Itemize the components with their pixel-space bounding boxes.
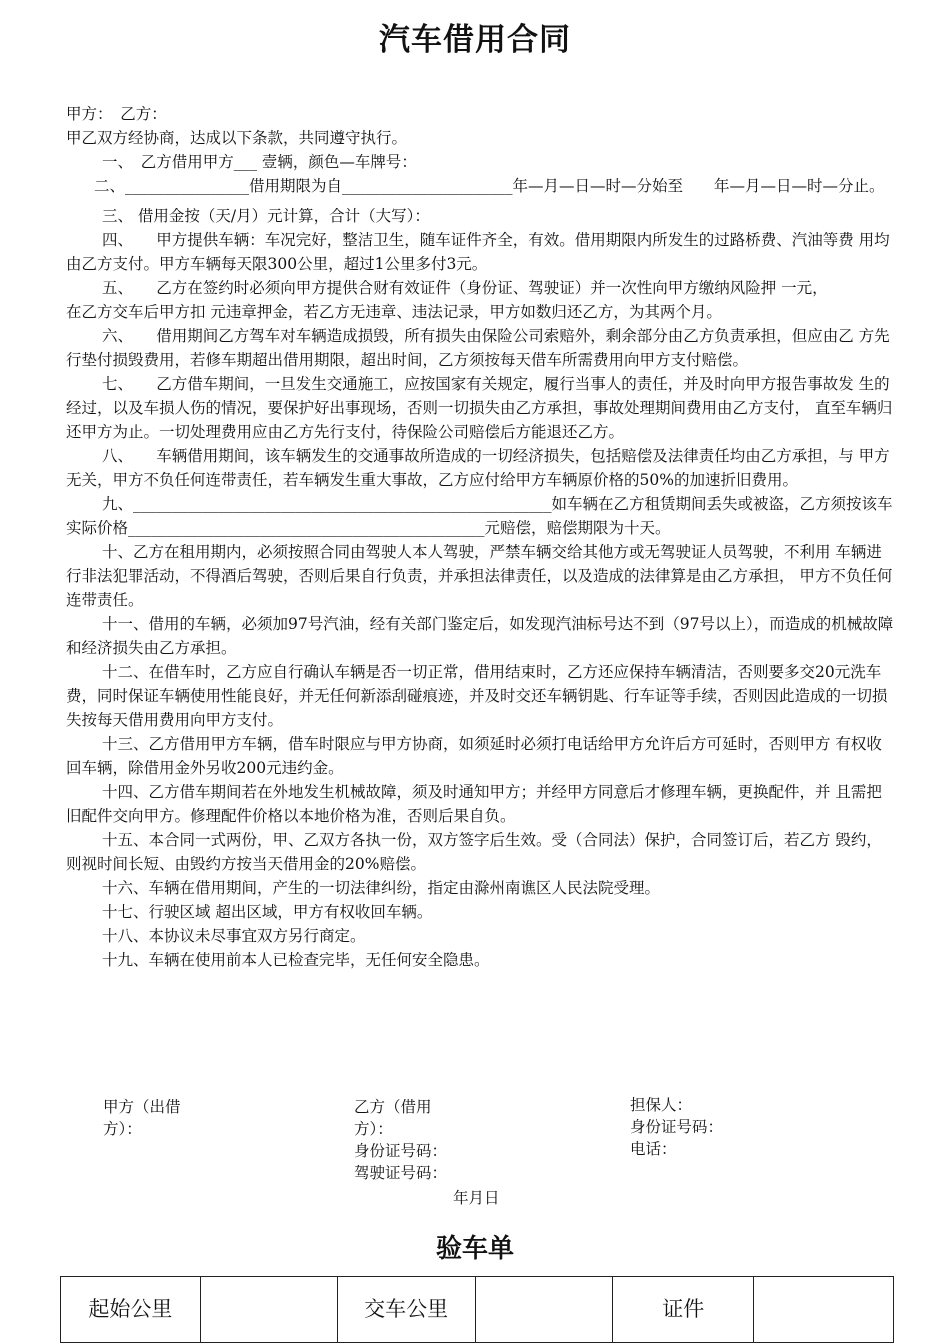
license-number-label: 驾驶证号码： — [354, 1164, 448, 1182]
inspection-title: 验车单 — [435, 1234, 514, 1264]
clause-5: 五、 乙方在签约时必须向甲方提供合财有效证件（身份证、驾驶证）并一次性向甲方缴纳风险押 一元， — [102, 279, 828, 297]
contract-body — [66, 102, 896, 972]
clause-17: 十七、行驶区域 超出区域，甲方有权收回车辆。 — [102, 903, 433, 921]
clause-18: 十八、本协议未尽事宜双方另行商定。 — [102, 927, 366, 945]
documents-value[interactable] — [754, 1277, 894, 1343]
clause-3: 三、 借用金按（天/月）元计算，合计（大写）： — [102, 207, 430, 225]
clause-9: 九、______________________________________________________如车辆在乙方租赁期间丢失或被盗，乙方须按该车实际价格______________________________________________元赔偿，赔偿期限为十天。 — [66, 495, 893, 537]
signature-party-b: 乙方（借用方）： — [354, 1098, 432, 1138]
clause-4: 四、 甲方提供车辆：车况完好，整洁卫生，随车证件齐全，有效。借用期限内所发生的过路桥费、汽油等费 用均由乙方支付。甲方车辆每天限300公里，超过1公里多付3元。 — [66, 231, 890, 273]
intro-line: 甲乙双方经协商，达成以下条款，共同遵守执行。 — [66, 129, 408, 147]
clause-7: 七、 乙方借车期间，一旦发生交通施工，应按国家有关规定，履行当事人的责任，并及时向甲方报告事故发 生的经过，以及车损人伤的情况，要保护好出事现场，否则一切损失由乙方承担，事故处理期间费用由乙方支付， 直至车辆归还甲方为止。一切处理费用应由乙方先行支付，待保险公司赔偿后方能退还乙方。 — [66, 375, 893, 441]
guarantor-id-label: 身份证号码： — [630, 1118, 724, 1136]
clause-14: 十四、乙方借车期间若在外地发生机械故障，须及时通知甲方；并经甲方同意后才修理车辆，更换配件，并 且需把旧配件交向甲方。修理配件价格以本地价格为准，否则后果自负。 — [66, 783, 882, 825]
phone-label: 电话： — [630, 1140, 677, 1158]
inspection-table — [60, 1276, 894, 1343]
start-mileage-label: 起始公里 — [61, 1277, 201, 1343]
parties-line: 甲方： 乙方： — [66, 105, 167, 123]
signature-party-a: 甲方（出借方）： — [103, 1098, 181, 1138]
clause-19: 十九、车辆在使用前本人已检查完毕，无任何安全隐患。 — [102, 951, 490, 969]
date-line: 年月日 — [453, 1189, 500, 1207]
guarantor-label: 担保人： — [630, 1096, 693, 1114]
start-mileage-value[interactable] — [200, 1277, 337, 1343]
id-number-label: 身份证号码： — [354, 1142, 448, 1160]
documents-label: 证件 — [613, 1277, 754, 1343]
return-mileage-label: 交车公里 — [337, 1277, 475, 1343]
clause-1: 一、 乙方借用甲方___ 壹辆，颜色—车牌号： — [102, 153, 417, 171]
clause-13: 十三、乙方借用甲方车辆，借车时限应与甲方协商，如须延时必须打电话给甲方允许后方可延时，否则甲方 有权收回车辆，除借用金外另收200元违约金。 — [66, 735, 882, 777]
clause-15: 十五、本合同一式两份，甲、乙双方各执一份，双方签字后生效。受（合同法）保护，合同签订后，若乙方 毁约，则视时间长短、由毁约方按当天借用金的20%赔偿。 — [66, 831, 882, 873]
guarantor-block — [630, 1094, 790, 1160]
clause-6: 六、 借用期间乙方驾车对车辆造成损毁，所有损失由保险公司索赔外，剩余部分由乙方负责承担，但应由乙 方先行垫付损毁费用，若修车期超出借用期限，超出时间，乙方须按每天借车所需费用向甲方支付赔偿。 — [66, 327, 890, 369]
clause-11: 十一、借用的车辆，必须加97号汽油，经有关部门鉴定后，如发现汽油标号达不到（97号以上），而造成的机械故障和经济损失由乙方承担。 — [66, 615, 894, 657]
clause-16: 十六、车辆在借用期间，产生的一切法律纠纷，指定由滁州南谯区人民法院受理。 — [102, 879, 661, 897]
table-row — [61, 1277, 894, 1343]
clause-8: 八、 车辆借用期间，该车辆发生的交通事故所造成的一切经济损失，包括赔偿及法律责任均由乙方承担，与 甲方无关，甲方不负任何连带责任，若车辆发生重大事故，乙方应付给甲方车辆原价格的50%的加速折旧费用。 — [66, 447, 890, 489]
clause-12: 十二、在借车时，乙方应自行确认车辆是否一切正常，借用结束时，乙方还应保持车辆清洁，否则要多交20元洗车费，同时保证车辆使用性能良好，并无任何新添刮碰痕迹，并及时交还车辆钥匙、行车证等手续，否则因此造成的一切损失按每天借用费用向甲方支付。 — [66, 663, 888, 729]
clause-5-cont: 在乙方交车后甲方扣 元违章押金，若乙方无违章、违法记录，甲方如数归还乙方，为其两个月。 — [66, 303, 722, 321]
clause-10: 十、乙方在租用期内，必须按照合同由驾驶人本人驾驶，严禁车辆交给其他方或无驾驶证人员驾驶，不利用 车辆进行非法犯罪活动，不得酒后驾驶，否则后果自行负责，并承担法律责任，以及造成的法律算是由乙方承担， 甲方不负任何连带责任。 — [66, 543, 893, 609]
contract-title: 汽车借用合同 — [379, 22, 571, 58]
signature-party-b-block — [354, 1096, 464, 1184]
return-mileage-value[interactable] — [475, 1277, 613, 1343]
clause-2: 二、________________借用期限为自______________________年—月—日—时—分始至 年—月—日—时—分止。 — [94, 177, 885, 195]
